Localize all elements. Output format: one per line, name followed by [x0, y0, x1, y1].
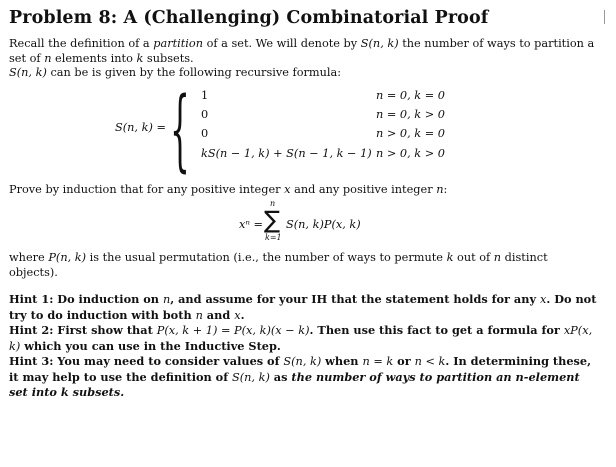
sum-upper-limit: n	[270, 199, 276, 208]
case-value: kS(n − 1, k) + S(n − 1, k − 1)	[201, 146, 372, 160]
hint-text: .	[240, 307, 245, 322]
hint-math: P(x, k + 1) = P(x, k)(x − k)	[156, 324, 310, 337]
intro-text: subsets.	[143, 51, 194, 65]
intro-text: can be is given by the following recursive formula:	[46, 66, 342, 79]
sum-lower-limit: k=1	[265, 233, 282, 242]
hint-text: Hint 2: First show that	[9, 323, 157, 337]
sum-lhs: xⁿ =	[239, 218, 264, 231]
scrollbar-edge[interactable]	[604, 10, 605, 24]
hint-text: which you can use in the Inductive Step.	[20, 338, 281, 353]
intro-math: S(n, k)	[360, 37, 399, 50]
intro-text: Recall the definition of a	[9, 37, 154, 50]
intro-paragraph	[9, 37, 599, 66]
where-text: distinct objects).	[9, 251, 548, 279]
sigma-symbol: ∑	[264, 206, 281, 234]
intro-text: of a set. We will denote by	[202, 37, 361, 50]
where-text: out of	[453, 251, 494, 264]
where-math: n	[493, 251, 502, 264]
intro-math: n	[44, 51, 52, 65]
hint-math: S(n, k)	[232, 370, 270, 384]
intro-text: elements into	[51, 51, 137, 65]
hint-emphasis: the number of ways to partition an n-element set into k subsets.	[9, 369, 580, 399]
where-paragraph	[9, 251, 599, 280]
prove-statement	[9, 183, 599, 198]
hint-math: x	[234, 308, 241, 322]
hint-text: and	[202, 307, 235, 322]
intro-term: partition	[153, 37, 203, 50]
hint-math: S(n, k)	[283, 355, 322, 368]
hint-math: xP(x, k)	[9, 324, 593, 353]
where-text: where	[9, 251, 49, 264]
formula-lhs: S(n, k) =	[115, 120, 166, 134]
recursive-formula	[9, 76, 599, 183]
case-condition: n = 0, k = 0	[376, 88, 445, 102]
hint-text: Hint 3: You may need to consider values of	[9, 354, 284, 368]
hint-math: n	[162, 293, 171, 306]
case-value: 0	[201, 107, 209, 121]
sum-rhs: S(n, k)P(x, k)	[286, 218, 361, 231]
recursive-intro	[9, 66, 599, 81]
hint-text: . In determining these, it may help to use the definition of	[9, 354, 592, 384]
hint-1	[9, 292, 599, 323]
prove-text: :	[443, 182, 448, 196]
summation-formula	[9, 201, 599, 251]
case-value: 1	[201, 88, 209, 102]
hint-text: , and assume for your IH that the statement holds for any	[170, 292, 540, 306]
where-text: is the usual permutation (i.e., the number of ways to permute	[86, 251, 447, 264]
hint-3	[9, 354, 599, 400]
hint-text: when	[321, 354, 363, 368]
intro-math: k	[136, 51, 144, 65]
hint-math: n < k	[414, 355, 446, 368]
case-condition: n > 0, k = 0	[376, 126, 445, 140]
case-condition: n = 0, k > 0	[376, 107, 445, 121]
case-condition: n > 0, k > 0	[376, 146, 445, 160]
hint-2	[9, 323, 599, 354]
hint-text: . Do not try to do induction with both	[9, 292, 597, 322]
hint-math: n = k	[362, 355, 394, 368]
intro-text: the number of ways to partition a set of	[9, 37, 595, 65]
case-value: 0	[201, 126, 209, 140]
formula-brace: {	[170, 76, 190, 181]
where-math: P(n, k)	[48, 251, 87, 264]
hint-text: Hint 1: Do induction on	[9, 292, 163, 306]
intro-math: S(n, k)	[9, 66, 47, 79]
problem-title: Problem 8: A (Challenging) Combinatorial Proof	[9, 8, 489, 28]
prove-text: Prove by induction that for any positive integer	[9, 182, 285, 196]
prove-math: n	[436, 182, 444, 196]
problem-document	[9, 8, 599, 400]
hint-text: . Then use this fact to get a formula for	[309, 323, 564, 337]
where-math: k	[446, 251, 454, 264]
hint-math: x	[539, 293, 547, 306]
prove-math: x	[284, 182, 291, 196]
hint-math: n	[195, 308, 203, 322]
hint-text: as	[269, 369, 292, 384]
hint-text: or	[393, 354, 415, 368]
prove-text: and any positive integer	[290, 182, 437, 196]
